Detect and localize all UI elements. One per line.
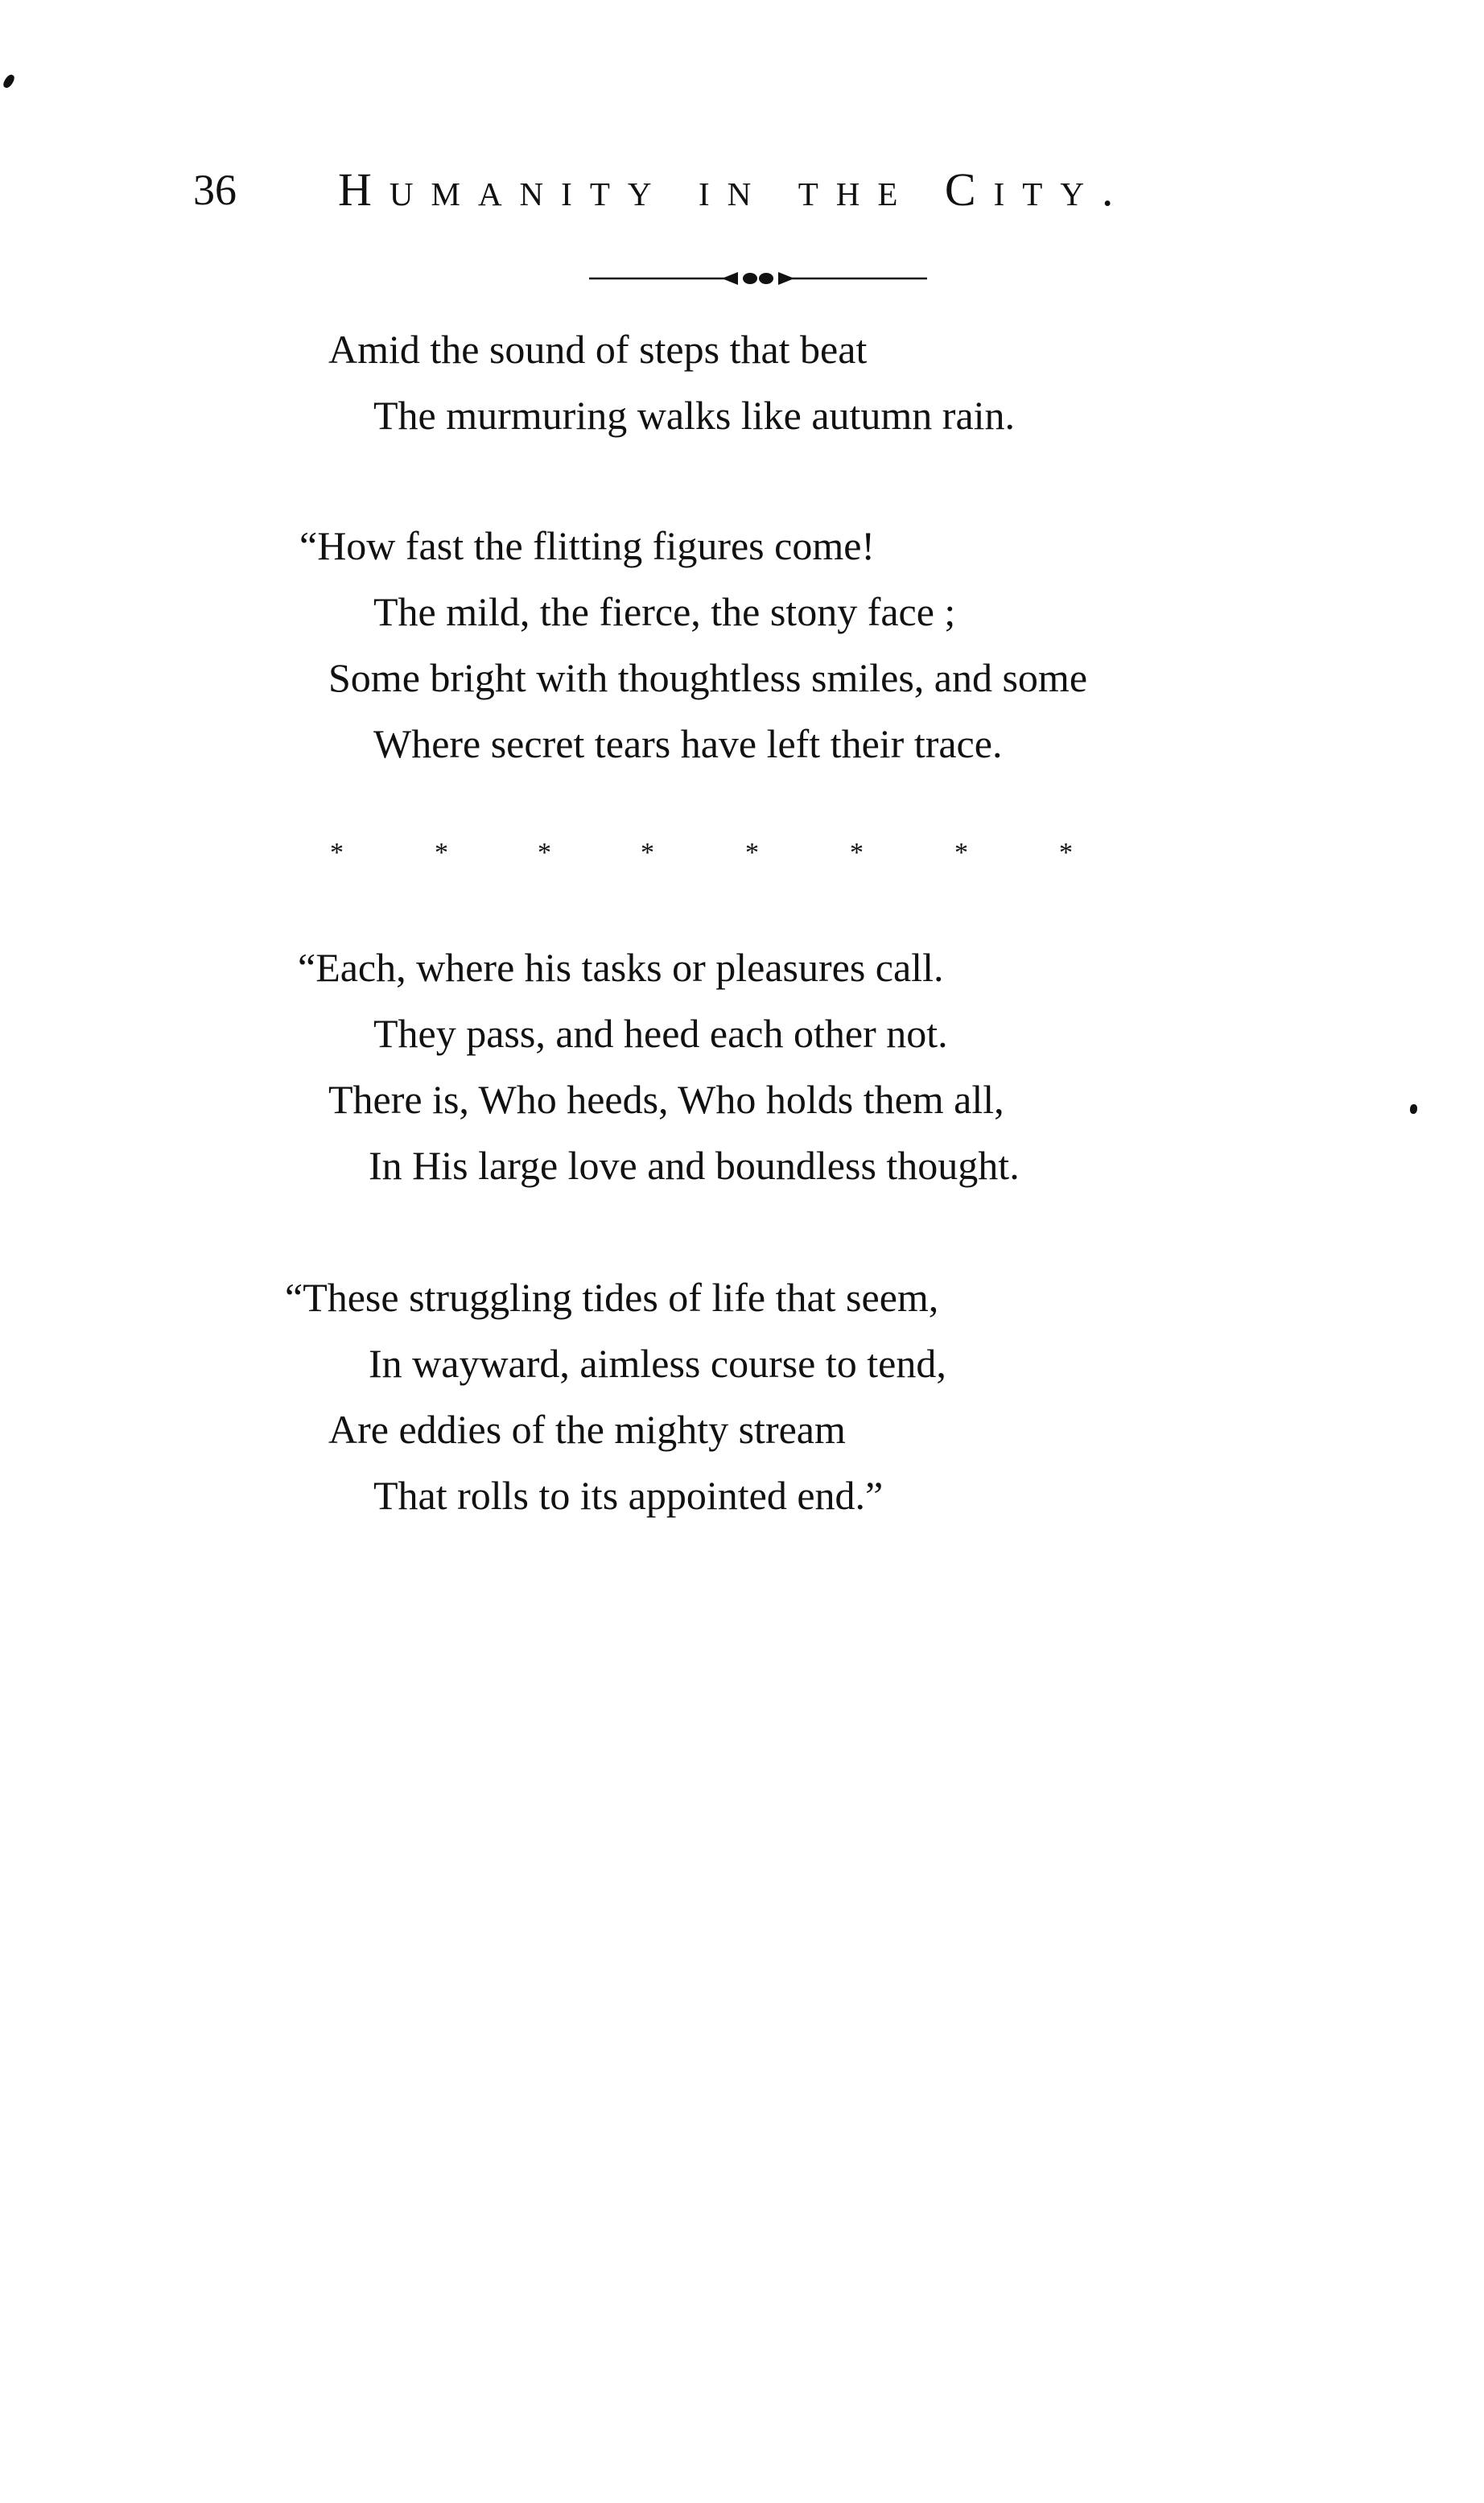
asterisk: * [1059,838,1073,868]
ornamental-rule-icon [589,270,927,287]
verse-line: The murmuring walks like autumn rain. [373,393,1016,438]
verse-line: Amid the sound of steps that beat [328,327,868,372]
verse-line: Where secret tears have left their trace. [373,721,1003,766]
verse-line: In wayward, aimless course to tend, [369,1341,946,1386]
asterisk: * [641,838,654,868]
asterisk: * [850,838,864,868]
page-header [193,158,1239,222]
asterisk: * [745,838,759,868]
page-number: 36 [193,166,237,214]
asterisk: * [330,838,344,868]
ink-speck [1410,1104,1417,1114]
verse-line: Are eddies of the mighty stream [328,1407,846,1452]
verse-line: “These struggling tides of life that seem, [285,1275,939,1320]
verse-line: Some bright with thoughtless smiles, and some [328,655,1088,700]
asterisk-divider [322,837,1111,869]
verse-line: “How fast the flitting figures come! [299,523,876,568]
verse-line: That rolls to its appointed end.” [373,1473,884,1518]
asterisk: * [538,838,551,868]
ink-speck [2,73,16,90]
verse-line: “Each, where his tasks or pleasures call. [298,945,944,990]
asterisk: * [435,838,448,868]
verse-line: There is, Who heeds, Who holds them all, [328,1077,1004,1122]
verse-line: They pass, and heed each other not. [373,1011,948,1056]
asterisk: * [954,838,968,868]
verse-line: The mild, the fierce, the stony face ; [373,589,956,634]
verse-line: In His large love and boundless thought. [369,1143,1020,1188]
running-head: Humanity in the City. [338,163,1132,216]
